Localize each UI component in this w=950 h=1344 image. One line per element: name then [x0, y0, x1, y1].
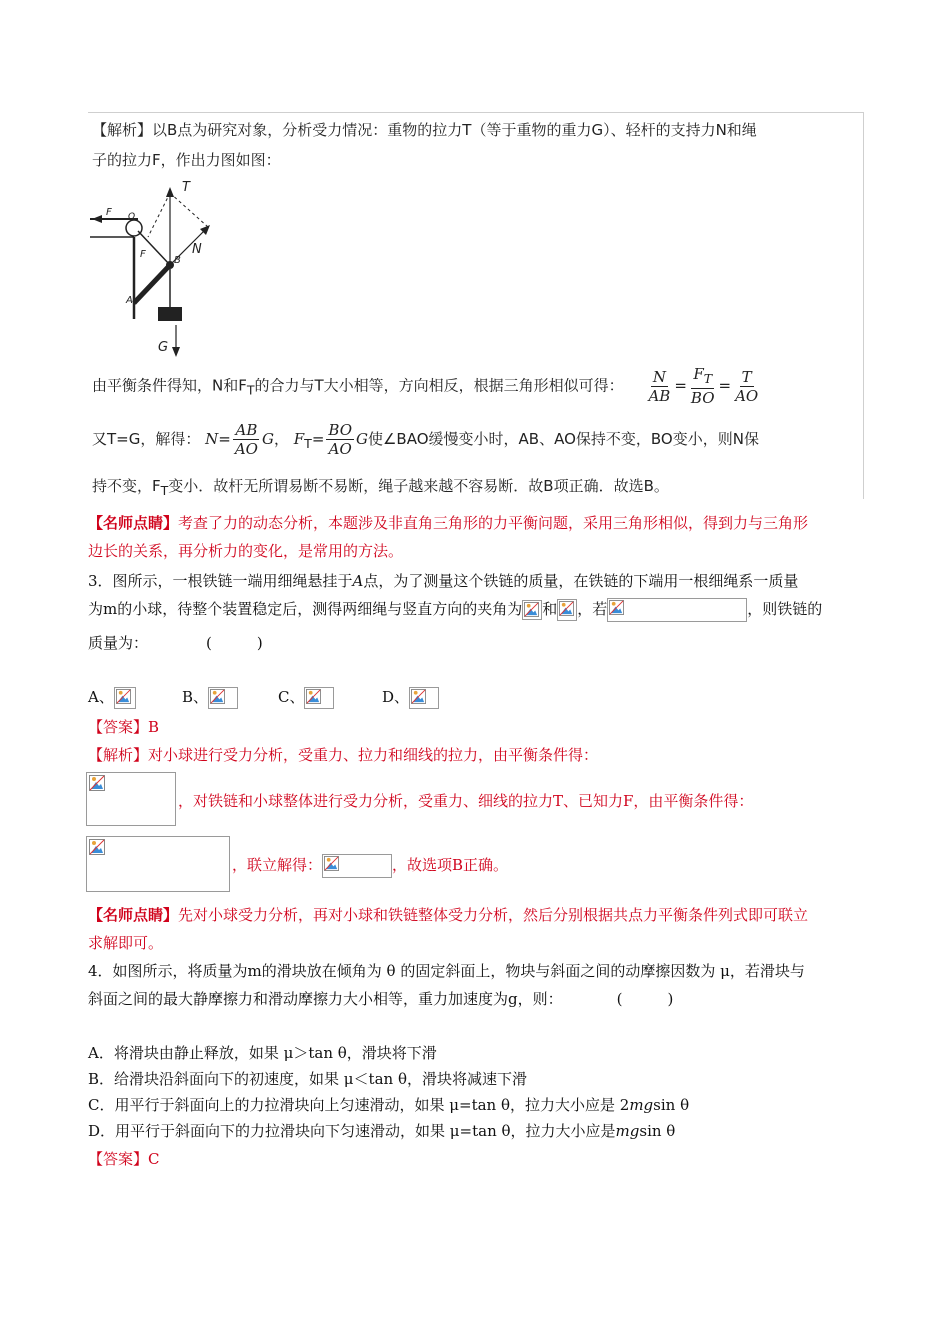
line3-sub: T [246, 382, 255, 398]
analysis-line-1: 【解析】以B点为研究对象，分析受力情况：重物的拉力T（等于重物的重力G）、轻杆的支持力N和绳 [92, 121, 757, 139]
tip2-line-1 [88, 904, 808, 925]
q4-answer-value: C [148, 1150, 160, 1168]
q4-text-2: 斜面之间的最大静摩擦力和滑动摩擦力大小相等，重力加速度为g，则： [88, 990, 563, 1008]
line4-N: N [205, 430, 219, 448]
tip2-line-2: 求解即可。 [88, 934, 164, 952]
q3-text-2a: 为m的小球，待整个装置稳定后，测得两细绳与竖直方向的夹角为 [88, 600, 523, 618]
q3-line-3 [88, 632, 263, 653]
line3-rest: 的合力与T大小相等，方向相反，根据三角形相似可得： [254, 376, 624, 395]
label-T: T [182, 180, 190, 195]
analysis-tag: 【解析】 [88, 746, 149, 764]
fraction-FT-BO: $\frac{F_T}{BO}$ [690, 365, 715, 407]
q3-text-2c: ，若 [577, 600, 608, 618]
line3-text: 由平衡条件得知，N和F [92, 376, 247, 395]
q4-option-C-text: C．用平行于斜面向上的力拉滑块向上匀速滑动，如果 μ=tan θ，拉力大小应是 2 [88, 1096, 630, 1114]
formula-image-icon [208, 687, 238, 709]
option-D-label: D、 [382, 688, 410, 706]
q4-option-D-sin: sin θ [639, 1122, 676, 1140]
tip1-text-1: 考查了力的动态分析，本题涉及非直角三角形的力平衡问题，采用三角形相似，得到力与三角形 [178, 514, 809, 532]
q3-analysis-2: ，对铁链和小球整体进行受力分析，受重力、细线的拉力T、已知力F，由平衡条件得： [178, 792, 754, 810]
option-B-label: B、 [182, 688, 209, 706]
q3-paren: ( ) [206, 634, 263, 652]
q3-option-D [382, 686, 439, 709]
q3-text-2d: ，则铁链的 [747, 600, 823, 618]
q4-answer [88, 1148, 160, 1169]
q3-analysis-3a: ，联立解得： [232, 856, 323, 874]
line4-a: 又T=G，解得： [92, 430, 201, 448]
formula-image-icon [409, 687, 439, 709]
formula-image-icon [522, 600, 542, 620]
tip1-line-2: 边长的关系，再分析力的变化，是常用的方法。 [88, 542, 404, 560]
q3-text-1-rest: 点，为了测量这个铁链的质量，在铁链的下端用一根细绳系一质量 [363, 572, 799, 590]
q4-option-B: B．给滑块沿斜面向下的初速度，如果 μ＜tan θ，滑块将减速下滑 [88, 1070, 527, 1088]
tip1-tag: 【名师点睛】 [88, 514, 179, 532]
q4-line-1: 4．如图所示，将质量为m的滑块放在倾角为 θ 的固定斜面上，物块与斜面之间的动摩擦因数为 μ，若滑块与 [88, 962, 805, 980]
option-C-label: C、 [278, 688, 305, 706]
formula-image-icon [322, 854, 392, 878]
tip2-tag: 【名师点睛】 [88, 906, 179, 924]
q3-option-C [278, 686, 334, 709]
q3-point-A: A [352, 572, 364, 590]
tip1-line-1 [88, 512, 808, 533]
analysis-line-4: 又T=G，解得： N= $\frac{AB}{AO}$ G， $F_T=$ $\frac{BO}{AO}$ G使∠BAO缓慢变小时，AB、AO保持不变，BO变小，则N保 [92, 421, 759, 458]
q3-answer [88, 716, 159, 737]
formula-image-icon [86, 836, 230, 892]
line5-sub: T [160, 483, 169, 498]
q4-option-A: A．将滑块由静止释放，如果 μ＞tan θ，滑块将下滑 [88, 1044, 437, 1062]
formula-image-icon [557, 599, 577, 621]
label-N: N [192, 242, 202, 257]
line5-a: 持不变，F [92, 477, 161, 495]
analysis-scan-block [88, 112, 864, 499]
q4-line-2 [88, 988, 673, 1009]
label-F: F [106, 207, 112, 218]
analysis-line-2: 子的拉力F，作出力图如图： [92, 151, 281, 169]
q4-option-C [88, 1094, 689, 1115]
line5-rest: 变小．故杆无所谓易断不易断，绳子越来越不容易断．故B项正确．故选B。 [168, 477, 669, 495]
answer-tag: 【答案】 [88, 718, 149, 736]
q3-text-3: 质量为： [88, 634, 149, 652]
q4-option-C-mg: mg [629, 1096, 654, 1114]
q4-option-D-text: D．用平行于斜面向下的力拉滑块向下匀速滑动，如果 μ=tan θ，拉力大小应是 [88, 1122, 616, 1140]
formula-image-icon [114, 687, 136, 709]
q4-paren: ( ) [616, 990, 674, 1008]
q4-option-D-mg: mg [615, 1122, 640, 1140]
q3-line-1 [88, 570, 798, 591]
line4-F: F [293, 430, 305, 448]
tip2-text-1: 先对小球受力分析，再对小球和铁链整体受力分析，然后分别根据共点力平衡条件列式即可联立 [178, 906, 809, 924]
q3-option-B [182, 686, 238, 709]
label-F-rope: F [140, 249, 146, 260]
q3-analysis-text-1: 对小球进行受力分析，受重力、拉力和细线的拉力，由平衡条件得： [148, 746, 599, 764]
q3-line-2 [88, 598, 822, 622]
line4-b: 使∠BAO缓慢变小时，AB、AO保持不变，BO变小，则N保 [367, 430, 759, 448]
line4-Fsub: T [304, 436, 312, 451]
formula-image-icon [304, 687, 334, 709]
line4-G: G [261, 430, 274, 448]
label-A: A [126, 295, 133, 306]
fraction-BO-AO: $\frac{BO}{AO}$ [328, 421, 352, 458]
label-G: G [158, 340, 169, 355]
analysis-line-3: 由平衡条件得知，N和$F_T$的合力与T大小相等，方向相反，根据三角形相似可得： $\frac{N}{AB}$ = $\frac{F_T}{BO}$ = $\frac{T}{AO}$ [92, 365, 759, 407]
force-diagram [88, 179, 228, 359]
fraction-N-AB: $\frac{N}{AB}$ [648, 367, 671, 405]
option-A-label: A、 [88, 688, 114, 706]
q3-option-A [88, 686, 136, 709]
label-O: O [128, 212, 136, 222]
formula-image-icon [607, 598, 747, 622]
answer-value: B [148, 718, 160, 736]
formula-image-icon [86, 772, 176, 826]
q3-analysis-3 [232, 854, 508, 878]
label-B: B [174, 255, 181, 266]
q3-analysis-1 [88, 744, 598, 765]
fraction-AB-AO: $\frac{AB}{AO}$ [234, 421, 258, 458]
analysis-line-5 [92, 475, 669, 498]
fraction-T-AO: $\frac{T}{AO}$ [735, 367, 759, 405]
q3-text-1: 3．图所示，一根铁链一端用细绳悬挂于 [88, 572, 353, 590]
q3-analysis-3b: ，故选项B正确。 [392, 856, 509, 874]
q3-text-2b: 和 [542, 600, 558, 618]
q4-option-D [88, 1120, 675, 1141]
q4-answer-tag: 【答案】 [88, 1150, 149, 1168]
q4-option-C-sin: sin θ [653, 1096, 690, 1114]
